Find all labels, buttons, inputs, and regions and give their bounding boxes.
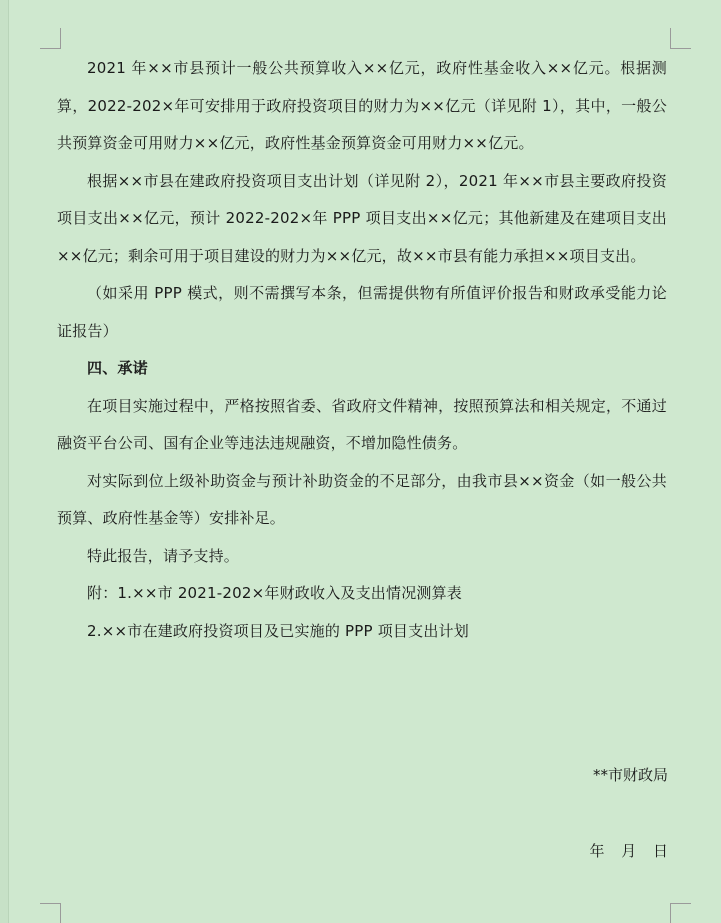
attachment-line-1: 附：1.××市 2021-202×年财政收入及支出情况测算表 <box>87 584 463 602</box>
attachment-line-2: 2.××市在建政府投资项目及已实施的 PPP 项目支出计划 <box>87 621 469 640</box>
section-heading-commitment: 四、承诺 <box>87 359 148 377</box>
document-body <box>57 50 667 650</box>
paragraph-budget-revenue: 2021 年××市县预计一般公共预算收入××亿元，政府性基金收入××亿元。根据测算，2022-202×年可安排用于政府投资项目的财力为××亿元（详见附 1），其中，一般公共预算资金可用财力××亿元，政府性基金预算资金可用财力××亿元。 <box>57 59 667 152</box>
paragraph-commitment-compliance: 在项目实施过程中，严格按照省委、省政府文件精神，按照预算法和相关规定，不通过融资平台公司、国有企业等违法违规融资，不增加隐性债务。 <box>57 396 667 452</box>
signature-issuer: **市财政局 <box>592 766 668 784</box>
paragraph-ppp-note: （如采用 PPP 模式，则不需撰写本条，但需提供物有所值评价报告和财政承受能力论证报告） <box>57 284 667 340</box>
top-left-margin-mark <box>40 28 61 49</box>
page-left-margin <box>0 0 9 923</box>
paragraph-project-expenditure: 根据××市县在建政府投资项目支出计划（详见附 2），2021 年××市县主要政府投资项目支出××亿元，预计 2022-202×年 PPP 项目支出××亿元；其他新建及在建项目支出××亿元；剩余可用于项目建设的财力为××亿元，故××市县有能力承担××项目支出。 <box>57 171 667 265</box>
bottom-left-margin-mark <box>40 903 61 923</box>
signature-date: 年 月 日 <box>589 842 668 860</box>
paragraph-closing-request: 特此报告，请予支持。 <box>87 546 240 565</box>
bottom-right-margin-mark <box>670 903 691 923</box>
paragraph-commitment-funding-gap: 对实际到位上级补助资金与预计补助资金的不足部分，由我市县××资金（如一般公共预算、政府性基金等）安排补足。 <box>57 471 667 527</box>
top-right-margin-mark <box>670 28 691 49</box>
